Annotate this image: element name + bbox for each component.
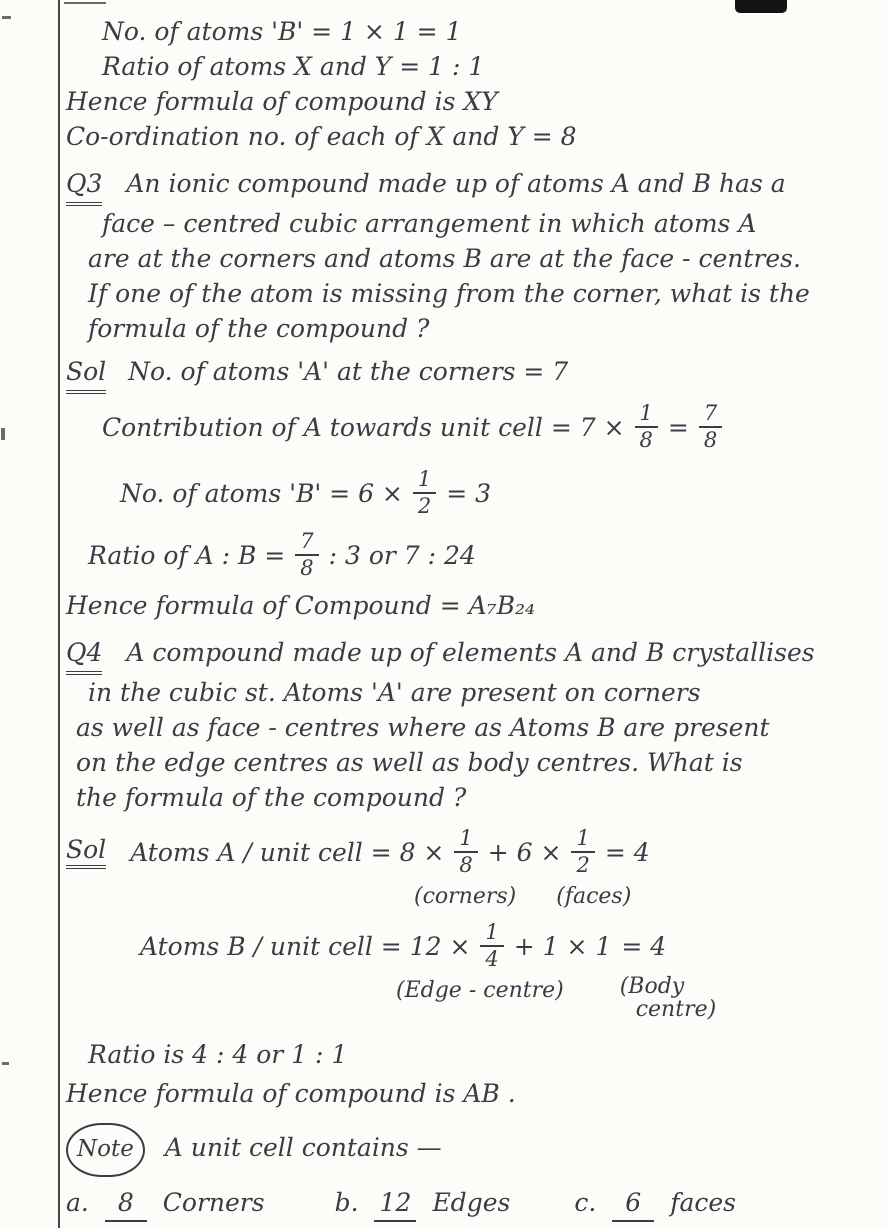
fraction-numerator: 1: [571, 827, 594, 853]
question-3-text: face – centred cubic arrangement in which atoms A: [102, 209, 757, 238]
fraction: [413, 468, 436, 518]
equation-text: Ratio of A : B =: [88, 540, 286, 570]
equation-ratio: [88, 526, 880, 584]
fraction: [635, 402, 658, 452]
term-label-edge-centre: (Edge - centre): [396, 978, 564, 1003]
fraction-denominator: 8: [703, 428, 718, 452]
fraction-numerator: 7: [699, 402, 722, 428]
handwritten-notes: [66, 14, 880, 1222]
term-label-body-centre: [620, 975, 716, 1021]
question-3-label: Q3: [66, 166, 102, 206]
solution-3-text: No. of atoms 'A' at the corners = 7: [128, 357, 569, 386]
item-value: 12: [374, 1185, 416, 1222]
fraction-denominator: 8: [300, 556, 314, 580]
question-4-text: A compound made up of elements A and B crystallises: [126, 638, 815, 667]
equation-text: No. of atoms 'B' = 6 ×: [120, 478, 403, 508]
question-4-text: in the cubic st. Atoms 'A' are present on corners: [88, 678, 701, 707]
item-text: faces: [670, 1188, 736, 1218]
fraction-denominator: 2: [576, 853, 590, 877]
note-label: Note: [66, 1123, 145, 1177]
note-heading: [66, 1123, 880, 1177]
term-label-corners: (corners): [414, 884, 517, 909]
question-4-heading: [66, 635, 880, 675]
question-3-text: are at the corners and atoms B are at the face - centres.: [88, 244, 801, 273]
question-3-text: An ionic compound made up of atoms A and B has a: [126, 169, 786, 198]
term-label-body-centre-bottom: centre): [635, 997, 717, 1023]
equation-atoms-b: [120, 464, 880, 522]
fraction: [295, 530, 318, 580]
fraction-denominator: 8: [459, 853, 473, 877]
equation-contribution: [102, 398, 880, 456]
equation-result: = 4: [621, 931, 667, 961]
fraction-numerator: 1: [480, 921, 503, 947]
equation-text: Atoms B / unit cell = 12 ×: [140, 931, 471, 961]
solution-3-label: Sol: [66, 354, 106, 394]
equals-sign: =: [667, 412, 689, 442]
term-label-body-centre-top: (Body: [619, 974, 685, 999]
question-3-heading: [66, 166, 880, 206]
fraction: [454, 827, 477, 877]
page-edge-mark: [64, 2, 106, 4]
equation-result: = 3: [446, 478, 492, 508]
note-text: A unit cell contains —: [164, 1133, 442, 1163]
text-line: No. of atoms 'B' = 1 × 1 = 1: [102, 17, 462, 46]
item-prefix: c.: [574, 1188, 597, 1218]
equation-result: : 3 or 7 : 24: [328, 540, 476, 570]
question-4-label: Q4: [66, 635, 102, 675]
text-line: Hence formula of compound is XY: [66, 87, 498, 116]
equation-a-term-labels: [66, 881, 880, 913]
fraction-denominator: 4: [485, 947, 499, 971]
note-items: [66, 1185, 880, 1222]
item-value: 6: [612, 1185, 654, 1222]
equation-atoms-a-unit-cell: [66, 823, 880, 881]
note-item-edges: [335, 1185, 511, 1222]
question-4-text: on the edge centres as well as body centres. What is: [76, 748, 743, 777]
item-text: Edges: [432, 1188, 511, 1218]
fraction: [699, 402, 722, 452]
scan-artifact: [735, 0, 787, 13]
fraction-numerator: 7: [295, 530, 318, 556]
item-prefix: a.: [66, 1188, 89, 1218]
text-line: Ratio of atoms X and Y = 1 : 1: [102, 52, 485, 81]
question-4-text: as well as face - centres where as Atoms B are present: [76, 713, 770, 742]
page-edge-mark: [2, 1062, 9, 1065]
equation-result: = 4: [604, 837, 650, 867]
equation-text: Atoms A / unit cell = 8 ×: [130, 837, 445, 867]
question-3-text: formula of the compound ?: [88, 314, 430, 343]
equation-b-term-labels: [66, 975, 880, 1021]
page-edge-mark: [1, 428, 5, 440]
equation-text: Contribution of A towards unit cell = 7 ×: [102, 412, 625, 442]
page-edge-mark: [2, 16, 11, 19]
equation-atoms-b-unit-cell: [140, 917, 880, 975]
formula-line: Hence formula of Compound = A₇B₂₄: [66, 591, 536, 620]
solution-4-label: Sol: [66, 835, 106, 869]
item-prefix: b.: [334, 1188, 359, 1218]
solution-3-line: [66, 354, 880, 394]
fraction-numerator: 1: [635, 402, 658, 428]
fraction-denominator: 8: [639, 428, 653, 452]
fraction: [571, 827, 594, 877]
margin-line: [58, 0, 60, 1228]
term-label-faces: (faces): [556, 884, 632, 909]
equation-text: + 1 × 1: [513, 931, 612, 961]
formula-line: Hence formula of compound is AB .: [66, 1079, 516, 1109]
item-text: Corners: [162, 1188, 265, 1218]
question-3-text: If one of the atom is missing from the corner, what is the: [88, 279, 810, 308]
fraction: [480, 921, 503, 971]
fraction-numerator: 1: [413, 468, 436, 494]
text-line: Co-ordination no. of each of X and Y = 8: [66, 122, 577, 151]
fraction-numerator: 1: [454, 827, 477, 853]
item-value: 8: [105, 1185, 147, 1222]
question-4-text: the formula of the compound ?: [76, 783, 467, 812]
equation-text: + 6 ×: [487, 837, 562, 867]
note-item-faces: [574, 1185, 736, 1222]
fraction-denominator: 2: [417, 494, 432, 518]
ratio-line: Ratio is 4 : 4 or 1 : 1: [88, 1040, 348, 1070]
note-item-corners: [66, 1185, 265, 1222]
